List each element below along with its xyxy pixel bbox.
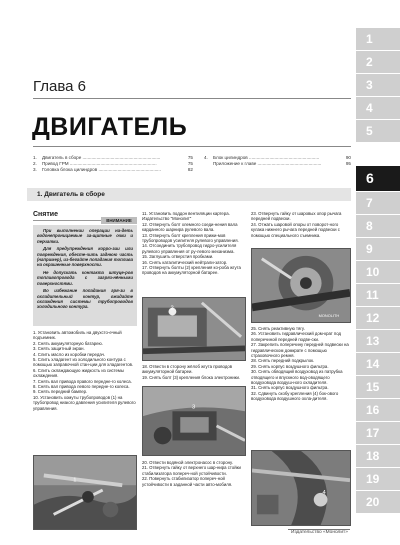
tab-chapter-15[interactable]: 15: [356, 375, 400, 398]
step-text: 22. Повернуть стабилизатор попереч-ной устойчивости в заданной части авто-мобиля.: [142, 476, 233, 487]
step-text: 26. Установить гидравлический дом-крат под поперечиной передней подве-ски.: [251, 331, 342, 342]
step-text: 32. Сдвинуть скобу крепления (4) бок-ового воздуховода воздушного охла-дителя.: [251, 390, 339, 402]
toc-item[interactable]: 1. Двигатель в сборе ............................................................. 75: [33, 155, 193, 160]
step-text: 23. Отвернуть гайку от шаровых опор рычага передней подвески.: [251, 211, 342, 222]
tab-chapter-10[interactable]: 10: [356, 260, 400, 283]
tab-chapter-7[interactable]: 7: [356, 191, 400, 214]
section-title: 1. Двигатель в сборе: [27, 188, 351, 201]
tab-chapter-16[interactable]: 16: [356, 398, 400, 421]
footer-publisher: Издательство «Монолит»: [291, 530, 348, 535]
step-text: 17. Отвернуть болты (2) крепления ко-роба жгута проводов на аккумуляторной батарее.: [142, 265, 241, 276]
step-text: 2. Снять аккумуляторную батарею.: [33, 340, 103, 346]
photo-steering-pipe: [33, 455, 137, 530]
chapter-title: ДВИГАТЕЛЬ: [32, 113, 188, 141]
photo-battery-harness: [142, 297, 246, 361]
toc-item[interactable]: 2. Привод ГРМ .................................................................... 75: [33, 161, 193, 167]
step-text: 31. Снять корпус воздушного фильтра.: [251, 385, 329, 391]
step-text: 6. Слить охлаждающую жидкость из системы охлаждения.: [33, 367, 124, 379]
step-text: 10. Установить хомуты трубопроводов (1) на трубопровод низкого давления усилителя рулевого управления.: [33, 394, 136, 411]
attention-badge: ВНИМАНИЕ: [101, 217, 137, 224]
tab-chapter-11[interactable]: 11: [356, 283, 400, 306]
column-3-steps-top: [251, 211, 351, 238]
tab-chapter-9[interactable]: 9: [356, 237, 400, 260]
warning-paragraph: Не допускать контакта штуце-ров топливопровода с загряз-нёнными поверхностями.: [37, 270, 133, 286]
column-3-steps-mid: [251, 326, 351, 402]
step-text: 20. Отвести водяной электронасос в сторону.: [142, 460, 233, 465]
toc-right: [204, 155, 351, 167]
column-2-steps-mid: [142, 364, 246, 380]
tab-chapter-8[interactable]: 8: [356, 214, 400, 237]
svg-text:3: 3: [192, 404, 196, 411]
step-text: 4. Слить масло из коробки передач.: [33, 351, 106, 357]
tab-chapter-17[interactable]: 17: [356, 421, 400, 444]
toc-item[interactable]: Приложение к главе .................................................. 95: [213, 161, 351, 167]
tab-chapter-13[interactable]: 13: [356, 329, 400, 352]
photo-ball-joint: [251, 248, 351, 323]
step-text: 5. Слить хладагент из холодильного контура с помощью заправочной стан-ции для хладагентов.: [33, 357, 134, 368]
step-text: 3. Снять защитный экран.: [33, 346, 85, 352]
subsection-title: Снятие: [33, 211, 58, 218]
tab-chapter-19[interactable]: 19: [356, 467, 400, 490]
tab-chapter-6[interactable]: 6: [356, 165, 400, 191]
step-text: 13. Отвернуть болт крепления прижи-мов трубопроводов усилителя рулевого управления.: [142, 232, 239, 244]
tab-chapter-20[interactable]: 20: [356, 490, 400, 513]
step-text: 18. Отвести в сторону жёлоб жгута проводов аккумуляторной батареи.: [142, 364, 233, 375]
step-text: 15. Заглушить отверстия пробками.: [142, 254, 214, 260]
step-text: 11. Установить поддон вентиляции картера. Издательство "Монолит": [142, 211, 230, 222]
toc-item[interactable]: 4. Блок цилиндров ....................................................... 90: [204, 155, 351, 160]
warning-paragraph: Во избежание попадания гря-зи в охладительный контур, ожидайте охлаждения системы трубопроводов холодильного контура.: [37, 288, 133, 310]
step-text: 28. Снять передний подкрылок.: [251, 358, 315, 364]
photo-air-duct: [251, 450, 351, 526]
step-text: 14. Отсоединить трубопровод гидро-усилителя рулевого управления от ру-левого механизма.: [142, 243, 237, 254]
step-text: 21. Отвернуть гайку от верхнего шар-нира стойки стабилизатора попереч-ной устойчивости.: [142, 465, 241, 476]
toc-left: [33, 155, 193, 173]
column-1-steps: [33, 330, 137, 411]
tab-chapter-2[interactable]: 2: [356, 50, 400, 73]
step-text: 7. Снять вал привода правого передне-го колеса.: [33, 378, 132, 384]
column-2-steps-bottom: [142, 460, 246, 487]
svg-text:2: 2: [170, 305, 174, 312]
toc-item[interactable]: 3. Головка блока цилиндров ................................................. 82: [33, 167, 193, 173]
column-2-steps-top: [142, 211, 246, 276]
tab-chapter-12[interactable]: 12: [356, 306, 400, 329]
step-text: 1. Установить автомобиль на двухсто-ечный подъемник.: [33, 330, 122, 341]
step-text: 27. Закрепить поперечину передней подвески на гидравлическом домкрате с помощью страховочного ремня.: [251, 342, 349, 359]
svg-text:1: 1: [73, 477, 77, 484]
tab-chapter-3[interactable]: 3: [356, 73, 400, 96]
photo-watermark: MONOLITH: [318, 313, 340, 319]
tab-chapter-18[interactable]: 18: [356, 444, 400, 467]
step-text: 24. Отжать шаровой опоры от поворот-ного кулака нижнего рычага передней подвески с помощью специального съемника.: [251, 221, 340, 238]
chapter-rule-top: [33, 98, 351, 99]
step-text: 19. Снять болт (3) крепления блока электроники.: [142, 374, 241, 380]
warning-paragraph: При выполнении операции на-деть водонепроницаемые за-щитные очки и перчатки.: [37, 228, 133, 244]
step-text: 12. Отвернуть болт хлемного соеди-нения вала карданного шарнира рулевого вала.: [142, 221, 238, 233]
step-text: 8. Снять вал привода левого передне-го колеса.: [33, 384, 130, 390]
step-text: 25. Снять реактивную тягу.: [251, 326, 305, 331]
photo-electronics-block: [142, 386, 246, 456]
tab-chapter-4[interactable]: 4: [356, 96, 400, 119]
step-text: 29. Снять корпус воздушного фильтра.: [251, 363, 329, 369]
step-text: 9. Снять передний бампер.: [33, 389, 88, 395]
warning-box: [33, 225, 137, 326]
step-text: 16. Снять каталитический нейтрали-затор.: [142, 259, 228, 265]
tab-chapter-5[interactable]: 5: [356, 119, 400, 142]
warning-paragraph: Для предупреждения корро-зии или повреждения, обесте-чить заднюю часть (например), из-бегайте попадания топлива на окрашенные поверхности.: [37, 246, 133, 268]
chapter-rule-bottom: [33, 146, 351, 147]
chapter-label: Глава 6: [33, 78, 87, 95]
tab-chapter-1[interactable]: 1: [356, 27, 400, 50]
tab-chapter-14[interactable]: 14: [356, 352, 400, 375]
svg-text:4: 4: [322, 489, 326, 496]
step-text: 30. Снять обводящий воздуховод из патрубка отводящего и впускного вод-оводящего воздуховода воздуш-ного охладителя.: [251, 369, 343, 386]
